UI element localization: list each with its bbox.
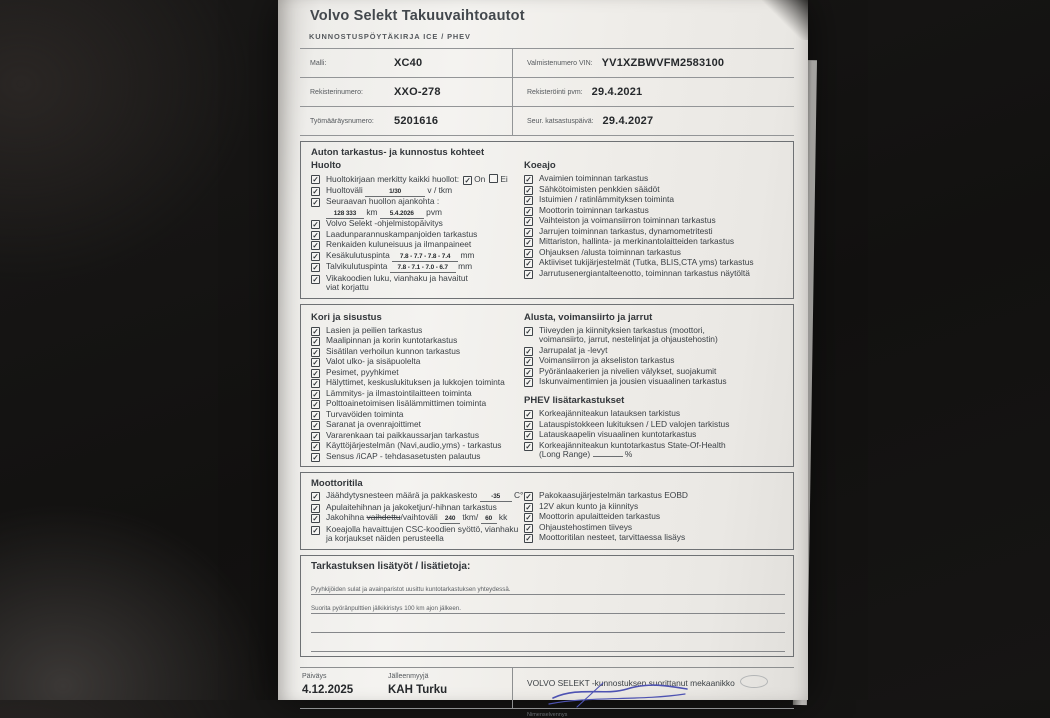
fill-in-value: 7.8 - 7.7 - 7.8 - 7.4 xyxy=(392,253,458,262)
checklist-item-label: 128 333 km 5.4.2026 pvm xyxy=(326,208,524,219)
checklist-item xyxy=(524,206,785,216)
checklist-item xyxy=(524,441,785,461)
next-inspection-value: 29.4.2027 xyxy=(602,115,654,127)
vin-value: YV1XZBWVFM2583100 xyxy=(601,57,725,69)
fill-in-value: 7.8 - 7.1 - 7.0 - 6.7 xyxy=(390,264,456,273)
checkbox-checked-icon: ✓ xyxy=(525,378,532,388)
note-line: Suorita pyöränpulttien jälkikiristys 100 km ajon jälkeen. xyxy=(311,595,785,614)
checklist-item-label: Moottorin apulaitteiden tarkastus xyxy=(539,511,661,522)
checklist-item xyxy=(311,389,524,399)
checklist-item-label: Volvo Selekt -ohjelmistopäivitys xyxy=(326,218,443,228)
koeajo-column xyxy=(524,160,785,279)
checklist-item-label: Hälyttimet, keskuslukituksen ja lukkojen toiminta xyxy=(326,377,505,388)
fill-in-value xyxy=(593,456,623,457)
checklist-item-label: Seuraavan huollon ajankohta : xyxy=(326,196,440,206)
checklist-item-label: Tiiveyden ja kiinnityksien tarkastus (moottori, voimansiirto, jarrut, nestelinjat ja ohjaustehostin) xyxy=(539,324,718,345)
checklist-item xyxy=(311,399,524,409)
koeajo-title: Koeajo xyxy=(524,160,556,171)
checkbox-checked-icon: ✓ xyxy=(525,523,532,533)
huolto-column xyxy=(311,160,524,294)
checklist-item-label: Pakokaasujärjestelmän tarkastus EOBD xyxy=(539,490,688,501)
checklist-item-label: Turvavöiden toiminta xyxy=(326,408,404,419)
checkbox-checked-icon: ✓ xyxy=(525,367,532,377)
checklist-item-label: Istuimien / ratinlämmityksen toiminta xyxy=(539,194,674,204)
checkbox-checked-icon: ✓ xyxy=(525,269,532,279)
checklist-item xyxy=(524,237,785,247)
checkbox-checked-icon: ✓ xyxy=(312,389,319,399)
checklist-item xyxy=(524,420,785,430)
checkbox-checked-icon: ✓ xyxy=(312,230,319,240)
checkbox-checked-icon: ✓ xyxy=(312,421,319,431)
checkbox-checked-icon: ✓ xyxy=(525,206,532,216)
vin-cell xyxy=(513,57,794,69)
checklist-item-label: Sähkötoimisten penkkien säädöt xyxy=(539,183,660,194)
checklist-item-label: Moottoritilan nesteet, tarvittaessa lisäys xyxy=(539,532,686,543)
checklist-item xyxy=(311,208,524,219)
checklist-item xyxy=(311,274,524,294)
info-row-model xyxy=(300,49,794,78)
checklist-item-label: Talvikulutuspinta 7.8 - 7.1 - 7.0 - 6.7 mm xyxy=(326,261,473,271)
checkbox-checked-icon: ✓ xyxy=(525,420,532,430)
section-additional-notes xyxy=(300,555,794,657)
checklist-item xyxy=(524,185,785,195)
checklist-item-label: Polttoainetoimisen lisälämmittimen toiminta xyxy=(326,398,487,409)
checkbox-checked-icon: ✓ xyxy=(312,525,319,535)
checklist-item xyxy=(524,258,785,268)
checklist-item-label: Koeajolla havaittujen CSC-koodien syöttö, vianhaku ja korjaukset näiden perusteella xyxy=(326,523,519,544)
registration-date-label: Rekisteröinti pvm: xyxy=(527,88,583,96)
checklist-item-label: Ohjaustehostimen tiiveys xyxy=(539,521,633,532)
checklist-item xyxy=(524,491,785,501)
checklist-item-label: Lämmitys- ja ilmastointilaitteen toiminta xyxy=(326,387,472,398)
checklist-item xyxy=(311,410,524,420)
checkbox-checked-icon: ✓ xyxy=(312,431,319,441)
checklist-item xyxy=(311,420,524,430)
checklist-item xyxy=(311,503,524,513)
checklist-item xyxy=(311,491,524,502)
checklist-item-label: Sensus /iCAP - tehdasasetusten palautus xyxy=(326,450,481,461)
checkbox-checked-icon: ✓ xyxy=(312,400,319,410)
checkbox-checked-icon: ✓ xyxy=(525,326,532,336)
checklist-item xyxy=(524,523,785,533)
checkbox-checked-icon: ✓ xyxy=(312,379,319,389)
note-line: Pyyhkijöiden sulat ja avainparistot uusittu kuntotarkastuksen yhteydessä. xyxy=(311,576,785,595)
mechanic-label: VOLVO SELEKT -kunnostuksen suorittanut mekaanikko xyxy=(527,677,735,688)
checklist-item-label: Saranat ja ovenrajoittimet xyxy=(326,419,421,430)
fill-in-value: 60 xyxy=(481,515,497,524)
checklist-item xyxy=(311,347,524,357)
checklist-item xyxy=(311,326,524,336)
struck-text: vaihdettu xyxy=(366,512,401,523)
checkbox-checked-icon: ✓ xyxy=(312,251,319,261)
date-label: Päiväys xyxy=(302,672,327,680)
checkbox-checked-icon: ✓ xyxy=(464,176,471,185)
checklist-item xyxy=(311,368,524,378)
fill-in-value: 240 xyxy=(440,515,460,524)
next-inspection-cell xyxy=(513,115,794,127)
kori-column xyxy=(311,312,524,463)
registration-number-value: XXO-278 xyxy=(394,86,441,98)
checklist-item-label: Vikakoodien luku, vianhaku ja havaitut viat korjattu xyxy=(326,272,468,293)
checklist-item-label: Korkeajänniteakun latauksen tarkistus xyxy=(539,408,681,419)
additional-notes-lines xyxy=(311,576,785,652)
model-value: XC40 xyxy=(394,57,423,69)
checklist-item xyxy=(311,251,524,262)
checklist-item xyxy=(524,409,785,419)
checkbox-checked-icon: ✓ xyxy=(525,346,532,356)
checklist-item xyxy=(524,346,785,356)
dealer-label: Jälleenmyyjä xyxy=(388,672,429,680)
additional-notes-title: Tarkastuksen lisätyöt / lisätietoja: xyxy=(311,560,471,572)
checklist-item-label: Voimansiirron ja akseliston tarkastus xyxy=(539,355,675,366)
checklist-item-label: Sisätilan verhoilun kunnon tarkastus xyxy=(326,345,461,356)
checklist-item xyxy=(524,502,785,512)
dealer-cell xyxy=(388,668,512,708)
engine-bay-checklist-left xyxy=(311,491,524,545)
section-engine-bay xyxy=(300,472,794,550)
checklist-item xyxy=(524,356,785,366)
checkbox-checked-icon: ✓ xyxy=(525,502,532,512)
note-line-blank xyxy=(311,614,785,633)
checkbox-checked-icon: ✓ xyxy=(312,198,319,207)
checklist-item xyxy=(311,240,524,250)
dealer-value: KAH Turku xyxy=(388,683,448,696)
section-body-and-chassis xyxy=(300,304,794,468)
fill-in-value: 1/30 xyxy=(365,188,425,197)
checklist-item-label: Laadunparannuskampanjoiden tarkastus xyxy=(326,228,478,239)
checklist-item-label: Moottorin toiminnan tarkastus xyxy=(539,204,649,215)
checkbox-checked-icon: ✓ xyxy=(525,357,532,367)
checkbox-checked-icon: ✓ xyxy=(525,238,532,247)
checkbox-checked-icon: ✓ xyxy=(312,503,319,513)
mechanic-signature xyxy=(547,680,697,710)
checklist-item xyxy=(524,195,785,205)
work-order-value: 5201616 xyxy=(394,115,439,127)
checkbox-checked-icon: ✓ xyxy=(312,514,319,524)
checkbox-checked-icon: ✓ xyxy=(312,358,319,368)
checklist-item-label: Vaihteiston ja voimansiirron toiminnan tarkastus xyxy=(539,215,716,225)
checklist-item-label: Vararenkaan tai paikkaussarjan tarkastus xyxy=(326,429,480,440)
checkbox-checked-icon: ✓ xyxy=(525,441,532,451)
checkbox-checked-icon: ✓ xyxy=(525,196,532,205)
next-inspection-label: Seur. katsastuspäivä: xyxy=(527,117,594,125)
date-value: 4.12.2025 xyxy=(302,683,354,696)
checklist-item-label: Lasien ja peilien tarkastus xyxy=(326,324,423,335)
checkbox-checked-icon: ✓ xyxy=(525,513,532,523)
checkbox-checked-icon: ✓ xyxy=(312,241,319,250)
checklist-item-label: Latauskaapelin visuaalinen kuntotarkastus xyxy=(539,429,697,440)
checklist-item xyxy=(311,441,524,451)
inline-option-label: Ei xyxy=(500,174,508,184)
stamp-oval xyxy=(740,675,768,688)
checklist-item xyxy=(311,174,524,185)
mechanic-cell xyxy=(512,668,794,718)
info-row-workorder xyxy=(300,107,794,136)
info-row-registration xyxy=(300,78,794,107)
checklist-item xyxy=(524,377,785,387)
checklist-item-label: Jarrupalat ja -levyt xyxy=(539,344,608,355)
fill-in-value: -35 xyxy=(480,493,512,502)
koeajo-checklist xyxy=(524,174,785,279)
checkbox-checked-icon: ✓ xyxy=(312,368,319,378)
engine-bay-title: Moottoritila xyxy=(311,478,363,490)
checkbox-checked-icon: ✓ xyxy=(525,227,532,237)
registration-number-label: Rekisterinumero: xyxy=(310,88,363,96)
checkbox-empty-icon xyxy=(489,174,498,183)
checklist-item-label: Avaimien toiminnan tarkastus xyxy=(539,173,649,183)
checklist-item-label: Iskunvaimentimien ja jousien visuaalinen tarkastus xyxy=(539,376,727,387)
checklist-item xyxy=(524,227,785,237)
checklist-item-label: Huoltokirjaan merkitty kaikki huollot: ✓ On Ei xyxy=(326,174,508,185)
checkbox-checked-icon: ✓ xyxy=(312,337,319,347)
signature-caption: Nimenselvennys xyxy=(527,711,568,718)
registration-date-cell xyxy=(513,86,794,98)
registration-date-value: 29.4.2021 xyxy=(591,86,643,98)
kori-title: Kori ja sisustus xyxy=(311,311,382,323)
registration-number-cell xyxy=(300,78,513,106)
footer-signature-row xyxy=(300,667,794,718)
checklist-item-label: Korkeajänniteakun kuntotarkastus State-Of-Health (Long Range) % xyxy=(539,439,726,460)
checklist-item-label: Pesimet, pyyhkimet xyxy=(326,366,399,377)
checklist-item xyxy=(524,512,785,522)
checklist-item-label: Jäähdytysnesteen määrä ja pakkaskesto -35 C° xyxy=(326,490,524,501)
checkbox-checked-icon: ✓ xyxy=(312,347,319,357)
checklist-item-label: Pyöränlaakerien ja nivelien välykset, suojakumit xyxy=(539,365,717,376)
checklist-item-label: Huoltoväli 1/30 v / tkm xyxy=(326,184,453,195)
checkbox-checked-icon: ✓ xyxy=(525,185,532,195)
checklist-item xyxy=(311,378,524,388)
checklist-item-label: 12V akun kunto ja kiinnitys xyxy=(539,500,639,511)
photo-corner-shadow xyxy=(762,0,808,40)
checklist-item-label: Kesäkulutuspinta 7.8 - 7.7 - 7.8 - 7.4 mm xyxy=(326,249,475,260)
checklist-item xyxy=(524,174,785,184)
checkbox-checked-icon: ✓ xyxy=(312,410,319,420)
checkbox-checked-icon: ✓ xyxy=(525,259,532,268)
checkbox-checked-icon: ✓ xyxy=(525,410,532,420)
date-cell xyxy=(300,668,388,708)
checklist-item-label: Latauspistokkeen lukituksen / LED valojen tarkistus xyxy=(539,418,730,429)
checkbox-checked-icon: ✓ xyxy=(525,534,532,544)
alusta-phev-column xyxy=(524,312,785,461)
checklist-item-label: Apulaitehihnan ja jakoketjun/-hihnan tarkastus xyxy=(326,501,497,512)
checkbox-checked-icon: ✓ xyxy=(312,452,319,462)
checklist-item xyxy=(524,248,785,258)
checklist-item-label: Renkaiden kuluneisuus ja ilmanpaineet xyxy=(326,239,472,249)
checkbox-checked-icon: ✓ xyxy=(525,217,532,226)
checkbox-checked-icon: ✓ xyxy=(312,220,319,229)
checkbox-checked-icon: ✓ xyxy=(525,492,532,502)
checkbox-checked-icon: ✓ xyxy=(525,431,532,441)
vin-label: Valmistenumero VIN: xyxy=(527,59,593,67)
indent-spacer xyxy=(311,209,320,218)
work-order-cell xyxy=(300,107,513,135)
checklist-item xyxy=(524,533,785,543)
fill-in-value: 5.4.2026 xyxy=(380,210,424,219)
note-line-blank xyxy=(311,633,785,652)
checklist-item-label: Maalipinnan ja korin kuntotarkastus xyxy=(326,335,458,346)
checklist-item xyxy=(311,513,524,524)
checklist-item xyxy=(524,367,785,377)
kori-checklist xyxy=(311,326,524,462)
checklist-item xyxy=(524,269,785,279)
checkbox-checked-icon: ✓ xyxy=(525,175,532,184)
document-subtitle: KUNNOSTUSPÖYTÄKIRJA ICE / PHEV xyxy=(309,32,471,41)
checkbox-checked-icon: ✓ xyxy=(312,274,319,284)
phev-checklist xyxy=(524,409,785,460)
checkbox-checked-icon: ✓ xyxy=(312,326,319,336)
checklist-item xyxy=(311,452,524,462)
checklist-item-label: Jarrujen toiminnan tarkastus, dynamometritesti xyxy=(539,225,713,236)
checklist-item xyxy=(311,219,524,229)
checklist-item xyxy=(311,431,524,441)
checklist-item-label: Käyttöjärjestelmän (Navi,audio,yms) - tarkastus xyxy=(326,440,502,451)
checklist-item xyxy=(311,230,524,240)
model-label: Malli: xyxy=(310,59,327,67)
inspection-form-document xyxy=(278,0,808,718)
checklist-item xyxy=(524,430,785,440)
alusta-title: Alusta, voimansiirto ja jarrut xyxy=(524,311,653,323)
checkbox-checked-icon: ✓ xyxy=(525,248,532,258)
fill-in-value: 128 333 xyxy=(326,210,364,219)
section-inspection-targets xyxy=(300,141,794,299)
checklist-item xyxy=(311,197,524,207)
document-title: Volvo Selekt Takuuvaihtoautot xyxy=(310,8,525,24)
inspection-targets-title: Auton tarkastus- ja kunnostus kohteet xyxy=(311,147,485,158)
checkbox-checked-icon: ✓ xyxy=(312,186,319,196)
huolto-title: Huolto xyxy=(311,160,342,171)
checklist-item-label: Aktiiviset tukijärjestelmät (Tutka, BLIS,CTA yms) tarkastus xyxy=(539,257,754,267)
checklist-item xyxy=(524,216,785,226)
checklist-item xyxy=(311,186,524,197)
checkbox-checked-icon: ✓ xyxy=(312,175,319,184)
checklist-item xyxy=(311,262,524,273)
checkbox-checked-icon: ✓ xyxy=(312,263,319,272)
checklist-item xyxy=(311,336,524,346)
checklist-item-label: Mittariston, hallinta- ja merkinantolaitteiden tarkastus xyxy=(539,236,735,246)
engine-bay-checklist-right xyxy=(524,491,785,544)
checklist-item-label: Valot ulko- ja sisäpuolelta xyxy=(326,356,421,367)
checklist-item-label: Ohjauksen /alusta toiminnan tarkastus xyxy=(539,246,681,257)
checklist-item xyxy=(524,326,785,346)
phev-title: PHEV lisätarkastukset xyxy=(524,395,625,407)
inline-option-label: On xyxy=(474,174,486,184)
work-order-label: Työmääräysnumero: xyxy=(310,117,374,125)
checklist-item xyxy=(311,525,524,545)
checklist-item xyxy=(311,357,524,367)
checkbox-checked-icon: ✓ xyxy=(312,442,319,452)
model-cell xyxy=(300,49,513,77)
checklist-item-label: Jarrutusenergiantalteenotto, toiminnan tarkastus näytöltä xyxy=(539,267,750,278)
huolto-checklist xyxy=(311,174,524,293)
checkbox-checked-icon: ✓ xyxy=(312,492,319,502)
checklist-item-label: Jakohihna vaihdettu/vaihtoväli 240 tkm/ 60 kk xyxy=(326,512,508,523)
alusta-checklist xyxy=(524,326,785,388)
vehicle-info-table xyxy=(300,48,794,136)
